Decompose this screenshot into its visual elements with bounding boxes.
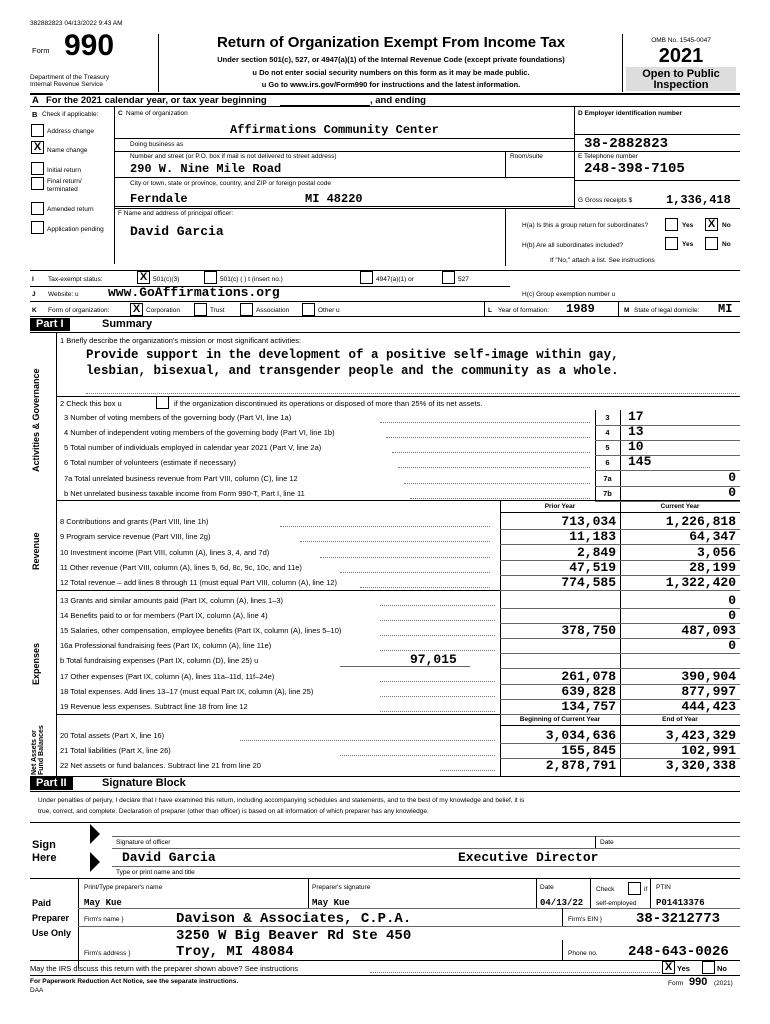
form-subtitle: Under section 501(c), 527, or 4947(a)(1) of the Internal Revenue Code (except private foundations) bbox=[217, 55, 565, 64]
trust-checkbox[interactable] bbox=[194, 303, 207, 316]
4947-checkbox[interactable] bbox=[360, 271, 373, 284]
expense-line-text: 15 Salaries, other compensation, employee benefits (Part IX, column (A), lines 5–10) bbox=[60, 626, 342, 635]
dotted-leader bbox=[380, 605, 495, 606]
dotted-leader bbox=[280, 526, 490, 527]
part1-label: Part I bbox=[30, 318, 70, 331]
expense-current-year: 0 bbox=[728, 638, 736, 653]
revenue-current-year: 64,347 bbox=[689, 529, 736, 544]
dept-irs: Internal Revenue Service bbox=[30, 81, 103, 88]
association-label: Association bbox=[256, 307, 290, 314]
line2-text-a: 2 Check this box u bbox=[60, 399, 122, 408]
dotted-leader bbox=[392, 452, 590, 453]
row-rule bbox=[595, 440, 740, 441]
4947-label: 4947(a)(1) or bbox=[376, 276, 414, 283]
ein-value: 38-2882823 bbox=[584, 136, 669, 152]
net-asset-line-text: 20 Total assets (Part X, line 16) bbox=[60, 731, 165, 740]
penalty-text-1: Under penalties of perjury, I declare that I have examined this return, including accompanying schedules and statements, and to the best of my knowledge and belief, it is bbox=[38, 797, 525, 804]
revenue-current-year: 3,056 bbox=[696, 545, 736, 560]
signer-title: Executive Director bbox=[458, 850, 599, 865]
ptin-label: PTIN bbox=[656, 884, 671, 891]
dotted-leader bbox=[410, 498, 590, 499]
firm-phone-label: Phone no. bbox=[568, 950, 598, 957]
paid-label: Paid bbox=[32, 898, 52, 908]
row-rule bbox=[500, 714, 740, 715]
other-org-checkbox[interactable] bbox=[302, 303, 315, 316]
preparer-name: May Kue bbox=[84, 898, 122, 908]
ein-label: D Employer identification number bbox=[578, 110, 683, 117]
preparer-date-label: Date bbox=[540, 884, 554, 891]
amended-return-checkbox[interactable] bbox=[31, 202, 44, 215]
omb-number: OMB No. 1545-0047 bbox=[651, 37, 711, 44]
line-i-label: I bbox=[32, 276, 34, 283]
line2-text-b: if the organization discontinued its operations or disposed of more than 25% of its net assets. bbox=[174, 399, 483, 408]
dept-treasury: Department of the Treasury bbox=[30, 74, 110, 81]
form-of-org-label: Form of organization: bbox=[48, 307, 110, 314]
527-checkbox[interactable] bbox=[442, 271, 455, 284]
form-word: Form bbox=[32, 46, 50, 55]
dotted-leader bbox=[340, 755, 495, 756]
net-end-year: 3,423,329 bbox=[665, 728, 736, 743]
row-rule bbox=[595, 455, 740, 456]
expense-line-text: 17 Other expenses (Part IX, column (A), lines 11a–11d, 11f–24e) bbox=[60, 672, 275, 681]
application-pending-checkbox[interactable] bbox=[31, 221, 44, 234]
expense-current-year: 0 bbox=[728, 608, 736, 623]
row-rule bbox=[595, 425, 740, 426]
association-checkbox[interactable] bbox=[240, 303, 253, 316]
expense-prior-year: 378,750 bbox=[561, 623, 616, 638]
gov-line-number: 5 bbox=[605, 443, 610, 452]
line-a-label: A bbox=[32, 95, 39, 106]
gov-line-number: 6 bbox=[605, 458, 610, 467]
row-rule bbox=[500, 653, 740, 654]
type-name-label: Type or print name and title bbox=[116, 869, 195, 876]
dba-label: Doing business as bbox=[130, 141, 184, 148]
gov-line-number: 7b bbox=[603, 489, 612, 498]
501c3-checkbox[interactable]: X bbox=[137, 271, 150, 284]
phone-value: 248-398-7105 bbox=[584, 161, 685, 177]
mission-line-2: lesbian, bisexual, and transgender people and the community as a whole. bbox=[86, 364, 619, 378]
dotted-leader bbox=[380, 711, 495, 712]
expense-current-year: 877,997 bbox=[681, 684, 736, 699]
self-employed-checkbox[interactable] bbox=[628, 882, 641, 895]
address-change-label: Address change bbox=[47, 128, 94, 135]
final-return-checkbox[interactable] bbox=[31, 177, 44, 190]
revenue-current-year: 28,199 bbox=[689, 560, 736, 575]
revenue-current-year: 1,226,818 bbox=[665, 514, 736, 529]
filing-stamp: 382882823 04/13/2022 9:43 AM bbox=[30, 20, 123, 27]
firm-name-label: Firm's name } bbox=[84, 916, 124, 923]
501c-checkbox[interactable] bbox=[204, 271, 217, 284]
gov-line-text: 5 Total number of individuals employed in calendar year 2021 (Part V, line 2a) bbox=[64, 443, 322, 452]
discuss-yes-checkbox[interactable]: X bbox=[662, 961, 675, 974]
dotted-leader bbox=[398, 467, 590, 468]
row-rule bbox=[500, 590, 740, 591]
tax-year: 2021 bbox=[658, 45, 704, 67]
name-change-checkbox[interactable]: X bbox=[31, 141, 44, 154]
gov-line-value: 145 bbox=[628, 454, 652, 469]
org-name-label: Name of organization bbox=[126, 110, 188, 117]
dotted-leader bbox=[386, 437, 590, 438]
revenue-line-text: 11 Other revenue (Part VIII, column (A), lines 5, 6d, 8c, 9c, 10c, and 11e) bbox=[60, 563, 302, 572]
officer-label: F Name and address of principal officer: bbox=[118, 210, 234, 217]
paperwork-notice: For Paperwork Reduction Act Notice, see the separate instructions. bbox=[30, 978, 239, 985]
gov-line-value: 17 bbox=[628, 409, 644, 424]
dotted-leader bbox=[380, 681, 495, 682]
gross-receipts-value: 1,336,418 bbox=[666, 193, 731, 207]
line-a-ending: , and ending bbox=[370, 95, 426, 106]
dotted-leader bbox=[380, 422, 590, 423]
dotted-leader bbox=[380, 620, 495, 621]
open-public-2: Inspection bbox=[653, 79, 709, 91]
prior-year-header: Prior Year bbox=[544, 503, 576, 510]
line1-text: 1 Briefly describe the organization's mission or most significant activities: bbox=[60, 336, 302, 345]
check-label: Check bbox=[596, 886, 615, 893]
print-name-label: Print/Type preparer's name bbox=[84, 884, 163, 891]
part1-title: Summary bbox=[102, 318, 153, 330]
street-label: Number and street (or P.O. box if mail is not delivered to street address) bbox=[130, 153, 337, 160]
org-name: Affirmations Community Center bbox=[230, 123, 439, 137]
name-change-label: Name change bbox=[47, 147, 88, 154]
firm-phone: 248-643-0026 bbox=[628, 944, 729, 960]
if-label: if bbox=[644, 886, 648, 893]
gov-line-number: 4 bbox=[605, 428, 610, 437]
expense-prior-year: 639,828 bbox=[561, 684, 616, 699]
tax-exempt-status-label: Tax-exempt status: bbox=[48, 276, 103, 283]
hb-yes-checkbox[interactable] bbox=[665, 237, 678, 250]
mission-line-1: Provide support in the development of a positive self-image within gay, bbox=[86, 348, 619, 362]
instructions-link[interactable]: u Go to www.irs.gov/Form990 for instructions and the latest information. bbox=[261, 80, 521, 89]
city: Ferndale bbox=[130, 192, 188, 206]
line-a-text: For the 2021 calendar year, or tax year beginning bbox=[46, 95, 267, 106]
expense-line-text: 14 Benefits paid to or for members (Part IX, column (A), line 4) bbox=[60, 611, 268, 620]
expense-prior-year: 261,078 bbox=[561, 669, 616, 684]
row-rule bbox=[595, 501, 740, 502]
preparer-sig-label: Preparer's signature bbox=[312, 884, 371, 891]
net-asset-line-text: 22 Net assets or fund balances. Subtract line 21 from line 20 bbox=[60, 761, 261, 770]
501c-label: 501(c) ( ) t (insert no.) bbox=[220, 276, 283, 283]
footer-form-word: Form bbox=[668, 980, 684, 987]
revenue-line-text: 12 Total revenue – add lines 8 through 11 (must equal Part VIII, column (A), line 12) bbox=[60, 578, 337, 587]
net-begin-year: 2,878,791 bbox=[545, 758, 616, 773]
preparer-signature: May Kue bbox=[312, 898, 350, 908]
revenue-prior-year: 11,183 bbox=[569, 529, 616, 544]
phone-label: E Telephone number bbox=[578, 153, 638, 160]
net-begin-year: 155,845 bbox=[561, 743, 616, 758]
revenue-prior-year: 713,034 bbox=[561, 514, 616, 529]
discuss-no-checkbox[interactable] bbox=[702, 961, 715, 974]
side-label-governance: Activities & Governance bbox=[31, 368, 41, 472]
side-label-revenue: Revenue bbox=[31, 532, 41, 570]
net-begin-year: 3,034,636 bbox=[545, 728, 616, 743]
hb-note: If "No," attach a list. See instructions bbox=[550, 257, 655, 264]
fundraising-16b-value: 97,015 bbox=[410, 652, 457, 667]
form-title: Return of Organization Exempt From Income Tax bbox=[216, 34, 566, 51]
boy-header: Beginning of Current Year bbox=[519, 716, 601, 723]
street-address: 290 W. Nine Mile Road bbox=[130, 162, 282, 176]
website-value[interactable]: www.GoAffirmations.org bbox=[108, 285, 280, 300]
expense-current-year: 444,423 bbox=[681, 699, 736, 714]
ha-no-checkbox[interactable]: X bbox=[705, 218, 718, 231]
revenue-prior-year: 774,585 bbox=[561, 575, 616, 590]
address-change-checkbox[interactable] bbox=[31, 124, 44, 137]
firm-ein-label: Firm's EIN } bbox=[568, 916, 603, 923]
revenue-line-text: 8 Contributions and grants (Part VIII, line 1h) bbox=[60, 517, 209, 526]
year-formation-label: Year of formation: bbox=[498, 307, 550, 314]
corporation-label: Corporation bbox=[146, 307, 180, 314]
expense-line-text: 13 Grants and similar amounts paid (Part IX, column (A), lines 1–3) bbox=[60, 596, 284, 605]
hc-label: H(c) Group exemption number u bbox=[522, 291, 616, 298]
net-asset-line-text: 21 Total liabilities (Part X, line 26) bbox=[60, 746, 171, 755]
penalty-text-2: true, correct, and complete. Declaration of preparer (other than officer) is based on all information of which preparer has any knowledge. bbox=[38, 808, 429, 815]
self-employed-label: self-employed bbox=[596, 900, 637, 907]
discuss-question: May the IRS discuss this return with the preparer shown above? See instructions bbox=[30, 964, 299, 973]
initial-return-checkbox[interactable] bbox=[31, 162, 44, 175]
signature-date-label: Date bbox=[600, 839, 614, 846]
principal-officer: David Garcia bbox=[130, 224, 224, 239]
year-formation-value: 1989 bbox=[566, 302, 595, 316]
gov-line-text: 4 Number of independent voting members of the governing body (Part VI, line 1b) bbox=[64, 428, 335, 437]
dotted-leader bbox=[360, 587, 490, 588]
501c3-label: 501(c)(3) bbox=[153, 276, 180, 283]
hb-yes-label: Yes bbox=[682, 241, 694, 248]
dotted-leader bbox=[320, 557, 490, 558]
state-zip: MI 48220 bbox=[305, 192, 363, 206]
domicile-label: State of legal domicile: bbox=[634, 307, 700, 314]
final-return-label: Final return/ terminated bbox=[47, 178, 82, 193]
expense-line-text: 18 Total expenses. Add lines 13–17 (must equal Part IX, column (A), line 25) bbox=[60, 687, 314, 696]
c-label: C bbox=[118, 110, 123, 117]
line-l-label: L bbox=[488, 307, 492, 314]
here-label: Here bbox=[32, 852, 57, 864]
use-only-label: Use Only bbox=[32, 928, 72, 938]
ha-yes-label: Yes bbox=[682, 222, 694, 229]
other-org-label: Other u bbox=[318, 307, 340, 314]
527-label: 527 bbox=[458, 276, 469, 283]
revenue-prior-year: 2,849 bbox=[576, 545, 616, 560]
dotted-leader bbox=[380, 650, 495, 651]
dotted-leader bbox=[340, 572, 490, 573]
corporation-checkbox[interactable]: X bbox=[130, 303, 143, 316]
revenue-current-year: 1,322,420 bbox=[665, 575, 736, 590]
net-end-year: 102,991 bbox=[681, 743, 736, 758]
ha-yes-checkbox[interactable] bbox=[665, 218, 678, 231]
firm-address-line-2: Troy, MI 48084 bbox=[176, 944, 294, 960]
trust-label: Trust bbox=[210, 307, 225, 314]
discuss-yes-label: Yes bbox=[677, 964, 690, 973]
dotted-leader bbox=[240, 740, 495, 741]
expense-line-text: 16a Professional fundraising fees (Part IX, column (A), line 11e) bbox=[60, 641, 272, 650]
hb-no-checkbox[interactable] bbox=[705, 237, 718, 250]
firm-address-line-1: 3250 W Big Beaver Rd Ste 450 bbox=[176, 928, 412, 944]
hb-no-label: No bbox=[722, 241, 731, 248]
expense-current-year: 487,093 bbox=[681, 623, 736, 638]
gov-line-text: 3 Number of voting members of the governing body (Part VI, line 1a) bbox=[64, 413, 292, 422]
preparer-ptin: P01413376 bbox=[656, 898, 705, 908]
side-label-expenses: Expenses bbox=[31, 642, 41, 685]
side-label-net-assets: Net Assets or Fund Balances bbox=[31, 725, 45, 775]
hb-question: H(b) Are all subordinates included? bbox=[522, 242, 624, 249]
check-if-applicable: Check if applicable: bbox=[42, 111, 99, 118]
discontinued-checkbox[interactable] bbox=[156, 396, 169, 409]
gov-line-number: 7a bbox=[603, 474, 612, 483]
dotted-leader bbox=[404, 483, 590, 484]
current-year-header: Current Year bbox=[660, 503, 700, 510]
open-public-1: Open to Public bbox=[642, 68, 720, 80]
dotted-leader bbox=[440, 770, 495, 771]
city-label: City or town, state or province, country, and ZIP or foreign postal code bbox=[130, 180, 331, 187]
ha-no-label: No bbox=[722, 222, 731, 229]
expense-prior-year: 134,757 bbox=[561, 699, 616, 714]
expense-current-year: 390,904 bbox=[681, 669, 736, 684]
firm-name: Davison & Associates, C.P.A. bbox=[176, 911, 412, 927]
firm-ein: 38-3212773 bbox=[636, 911, 721, 927]
sign-arrow-1 bbox=[90, 824, 100, 844]
expense-line-text: 19 Revenue less expenses. Subtract line 18 from line 12 bbox=[60, 702, 248, 711]
discuss-no-label: No bbox=[717, 964, 727, 973]
dotted-leader bbox=[380, 635, 495, 636]
section-b-label: B bbox=[32, 110, 38, 119]
footer-form-number: 990 bbox=[689, 976, 708, 988]
part2-label: Part II bbox=[30, 777, 73, 790]
gov-line-value: 10 bbox=[628, 439, 644, 454]
domicile-value: MI bbox=[718, 302, 733, 316]
net-end-year: 3,320,338 bbox=[665, 758, 736, 773]
gross-receipts-label: G Gross receipts $ bbox=[578, 197, 633, 204]
sign-arrow-2 bbox=[90, 852, 100, 872]
gov-line-text: b Net unrelated business taxable income from Form 990-T, Part I, line 11 bbox=[64, 489, 305, 498]
line-j-label: J bbox=[32, 291, 36, 298]
ha-question: H(a) Is this a group return for subordinates? bbox=[522, 222, 649, 229]
revenue-prior-year: 47,519 bbox=[569, 560, 616, 575]
dotted-leader bbox=[300, 541, 490, 542]
preparer-label: Preparer bbox=[32, 913, 70, 923]
line-k-label: K bbox=[32, 307, 37, 314]
gov-line-value: 0 bbox=[728, 470, 736, 485]
gov-line-value: 0 bbox=[728, 485, 736, 500]
line-m-label: M bbox=[624, 307, 630, 314]
revenue-line-text: 10 Investment income (Part VIII, column (A), lines 3, 4, and 7d) bbox=[60, 548, 270, 557]
preparer-date: 04/13/22 bbox=[540, 898, 584, 908]
firm-address-label: Firm's address } bbox=[84, 950, 131, 957]
initial-return-label: Initial return bbox=[47, 167, 81, 174]
gov-line-number: 3 bbox=[605, 413, 610, 422]
expense-line-text: b Total fundraising expenses (Part IX, column (D), line 25) u bbox=[60, 656, 259, 665]
gov-line-text: 7a Total unrelated business revenue from Part VIII, column (C), line 12 bbox=[64, 474, 298, 483]
officer-signature-label: Signature of officer bbox=[116, 839, 171, 846]
room-suite-label: Room/suite bbox=[510, 153, 543, 160]
dotted-leader bbox=[380, 696, 495, 697]
daa-label: DAA bbox=[30, 987, 44, 994]
gov-line-value: 13 bbox=[628, 424, 644, 439]
website-label: Website: u bbox=[48, 291, 79, 298]
footer-form-year: (2021) bbox=[714, 980, 733, 987]
signer-name: David Garcia bbox=[122, 850, 216, 865]
ssn-warning: u Do not enter social security numbers on this form as it may be made public. bbox=[252, 68, 530, 77]
revenue-line-text: 9 Program service revenue (Part VIII, line 2g) bbox=[60, 532, 211, 541]
gov-line-text: 6 Total number of volunteers (estimate if necessary) bbox=[64, 458, 237, 467]
application-pending-label: Application pending bbox=[47, 226, 104, 233]
sign-label: Sign bbox=[32, 839, 56, 851]
expense-current-year: 0 bbox=[728, 593, 736, 608]
form-number: 990 bbox=[64, 29, 115, 62]
amended-return-label: Amended return bbox=[47, 206, 94, 213]
part2-title: Signature Block bbox=[102, 777, 186, 789]
eoy-header: End of Year bbox=[662, 716, 698, 723]
